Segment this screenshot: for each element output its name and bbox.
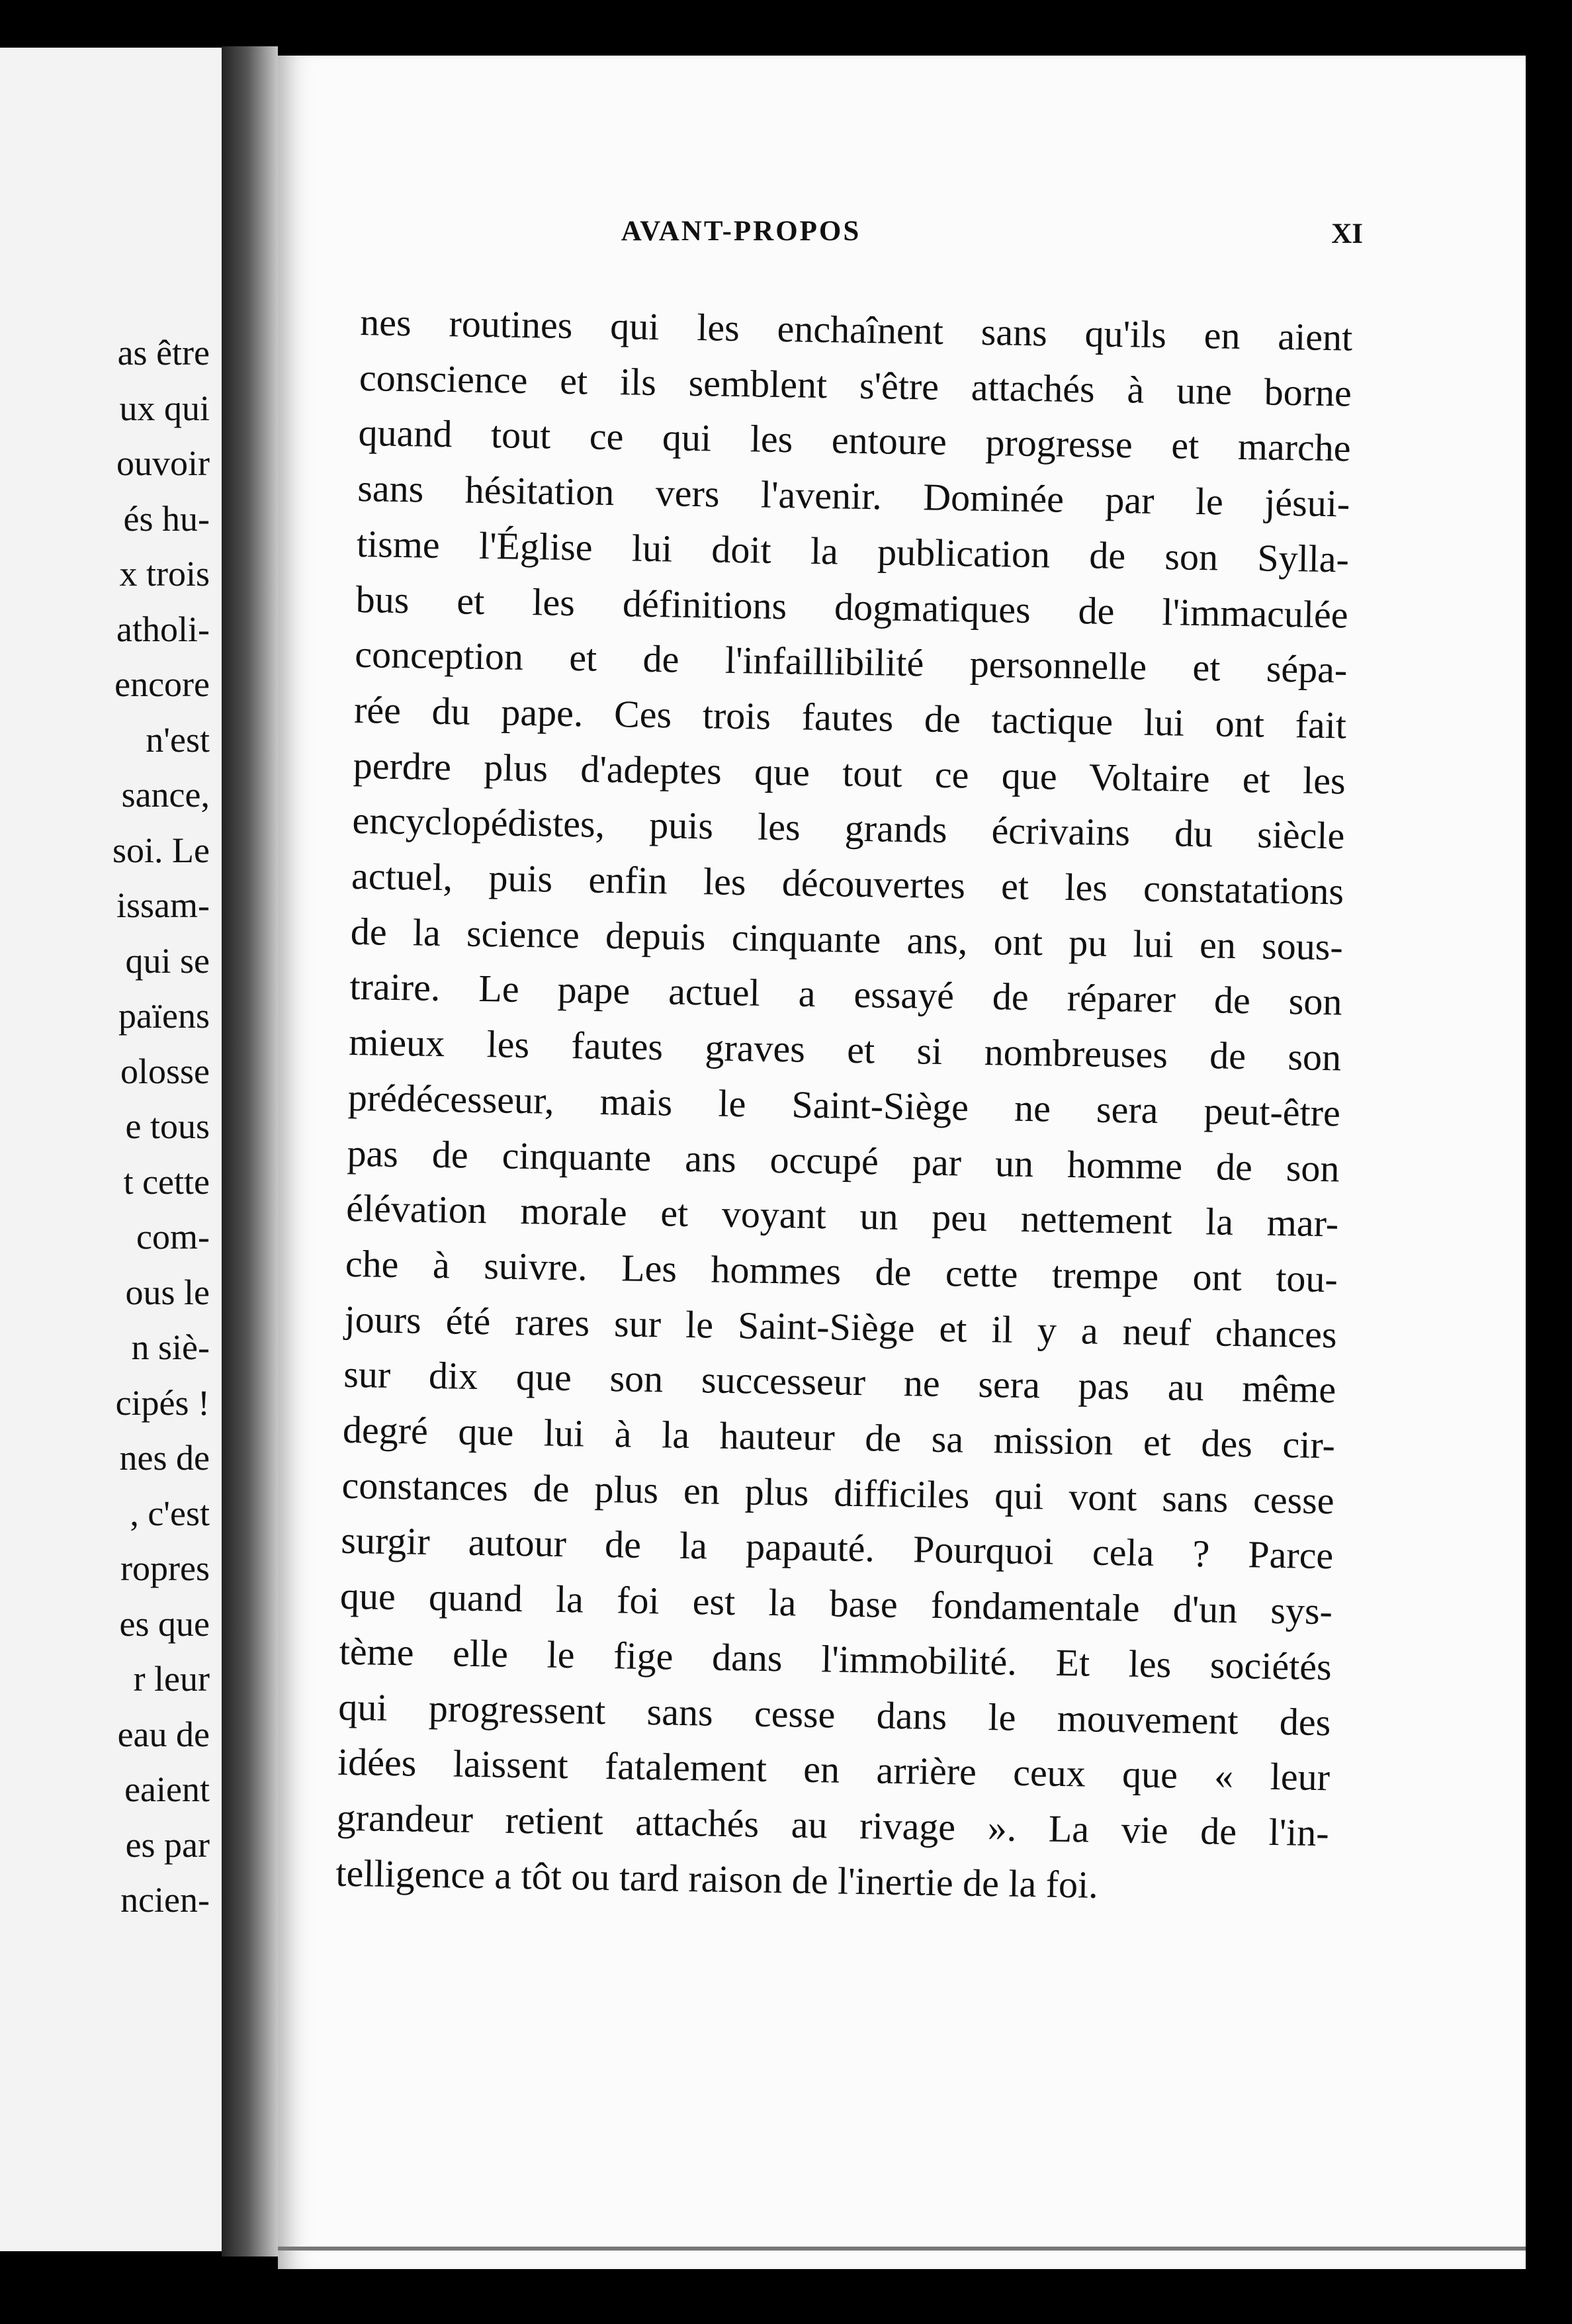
running-head	[278, 162, 1363, 249]
body-line: jours été rares sur le Saint-Siège et il y a neuf chances	[344, 1297, 1338, 1357]
left-page-line: ux qui	[119, 388, 210, 428]
body-line: perdre plus d'adeptes que tout ce que Voltaire et les	[353, 743, 1346, 803]
left-page-line: atholi-	[116, 609, 210, 649]
left-page-line: ropres	[120, 1548, 210, 1588]
left-page	[0, 48, 226, 2251]
body-line: idées laissent fatalement en arrière ceux que « leur	[337, 1740, 1331, 1799]
body-line: traire. Le pape actuel a essayé de réparer de son	[349, 965, 1342, 1024]
body-line: qui progressent sans cesse dans le mouvement des	[337, 1685, 1331, 1744]
body-line: sans hésitation vers l'avenir. Dominée par le jésui-	[357, 467, 1350, 525]
left-page-line: issam-	[116, 885, 210, 925]
page-number: XI	[1331, 218, 1363, 249]
left-page-line: t cette	[123, 1161, 210, 1202]
body-line: élévation morale et voyant un peu nettement la mar-	[345, 1186, 1339, 1245]
body-line: degré que lui à la hauteur de sa mission et des cir-	[342, 1408, 1336, 1467]
body-line: che à suivre. Les hommes de cette trempe ont tou-	[345, 1241, 1338, 1301]
body-line: actuel, puis enfin les découvertes et les constatations	[351, 854, 1344, 913]
body-line: surgir autour de la papauté. Pourquoi cela ? Parce	[340, 1519, 1334, 1578]
body-line: bus et les définitions dogmatiques de l'immaculée	[355, 577, 1349, 637]
left-page-line: olosse	[120, 1051, 210, 1091]
body-line: pas de cinquante ans occupé par un homme de son	[347, 1131, 1340, 1190]
body-line: telligence a tôt ou tard raison de l'inertie de la foi.	[335, 1851, 1099, 1906]
left-page-line: es que	[119, 1603, 210, 1644]
body-line: rée du pape. Ces trois fautes de tactique lui ont fait	[353, 688, 1347, 747]
left-page-line: r leur	[133, 1659, 210, 1699]
left-page-text	[112, 326, 210, 1928]
body-line: mieux les fautes graves et si nombreuses de son	[348, 1020, 1342, 1079]
left-page-line: encore	[114, 664, 210, 704]
left-page-line: e tous	[125, 1106, 210, 1146]
left-page-line: , c'est	[130, 1493, 210, 1533]
left-page-line: sance,	[121, 775, 210, 815]
left-page-line: n'est	[146, 719, 210, 760]
body-line: tisme l'Église lui doit la publication de son Sylla-	[356, 521, 1350, 581]
book-gutter	[222, 46, 278, 2257]
body-line: conscience et ils semblent s'être attachés à une borne	[359, 355, 1352, 415]
left-page-line: ncien-	[120, 1880, 210, 1920]
left-page-line: cipés !	[115, 1382, 210, 1423]
body-line: constances de plus en plus difficiles qui vont sans cesse	[341, 1463, 1335, 1523]
body-line: tème elle le fige dans l'immobilité. Et les sociétés	[339, 1629, 1332, 1689]
left-page-line: eaient	[124, 1769, 210, 1809]
left-page-line: eau de	[117, 1714, 210, 1754]
body-line: nes routines qui les enchaînent sans qu'ils en aient	[359, 300, 1353, 359]
body-line: prédécesseur, mais le Saint-Siège ne sera peut-être	[347, 1075, 1341, 1135]
running-title: AVANT-PROPOS	[621, 216, 861, 247]
left-page-line: x trois	[119, 554, 210, 594]
left-page-line: ouvoir	[116, 443, 210, 483]
left-page-line: n siè-	[131, 1327, 210, 1367]
left-page-line: es par	[125, 1824, 210, 1865]
left-page-line: és hu-	[123, 498, 210, 539]
left-page-line: soi. Le	[112, 830, 210, 870]
body-line: conception et de l'infaillibilité personnelle et sépa-	[354, 633, 1348, 692]
left-page-line: com-	[136, 1217, 210, 1257]
body-text	[335, 294, 1353, 1916]
left-page-line: nes de	[119, 1438, 210, 1478]
body-line: que quand la foi est la base fondamentale d'un sys-	[339, 1574, 1333, 1633]
body-line: quand tout ce qui les entoure progresse et marche	[358, 411, 1352, 470]
body-line: de la science depuis cinquante ans, ont pu lui en sous-	[350, 909, 1344, 969]
left-page-line: ous le	[125, 1272, 210, 1312]
page-bottom-edge	[278, 2247, 1526, 2251]
body-line: encyclopédistes, puis les grands écrivains du siècle	[352, 799, 1345, 858]
left-page-line: as être	[117, 333, 210, 373]
body-line: grandeur retient attachés au rivage ». La vie de l'in-	[336, 1795, 1330, 1855]
left-page-line: qui se	[125, 940, 210, 981]
left-page-line: païens	[118, 996, 210, 1036]
body-line: sur dix que son successeur ne sera pas au même	[343, 1353, 1336, 1411]
